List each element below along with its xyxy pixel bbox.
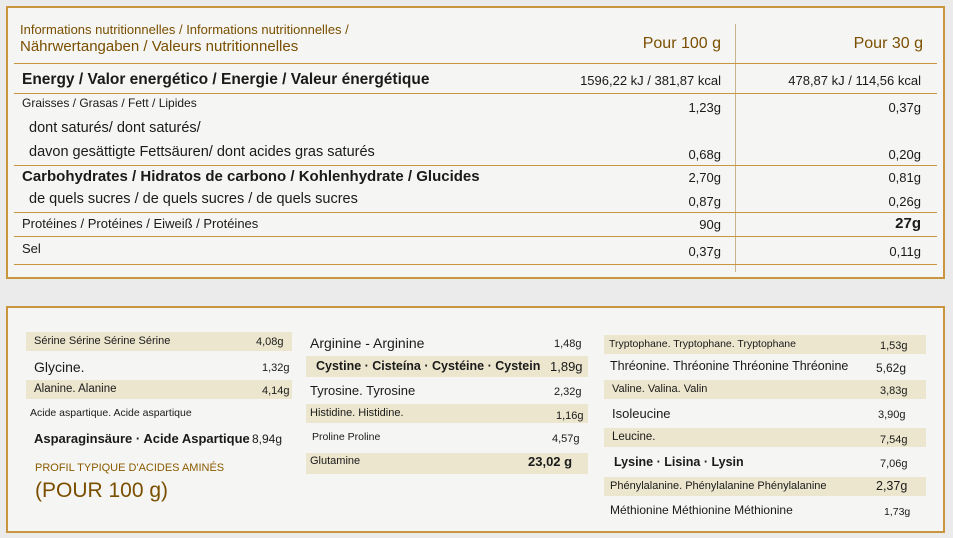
sugars-30g: 0,26g bbox=[888, 194, 921, 209]
amino-name: Glutamine bbox=[310, 455, 361, 467]
nutrition-table bbox=[6, 6, 945, 279]
carbohydrates-label: Carbohydrates / Hidratos de carbono / Kohlenhydrate / Glucides bbox=[22, 168, 480, 185]
amino-value: 7,54g bbox=[880, 434, 908, 446]
amino-value: 3,83g bbox=[880, 385, 908, 397]
saturated-label-line2: davon gesättigte Fettsäuren/ dont acides gras saturés bbox=[29, 144, 375, 160]
amino-value: 1,16g bbox=[556, 410, 584, 422]
row-divider bbox=[14, 236, 937, 237]
row-divider bbox=[14, 212, 937, 213]
amino-value: 2,32g bbox=[554, 386, 582, 398]
saturated-30g: 0,20g bbox=[888, 147, 921, 162]
amino-value: 1,89g bbox=[550, 359, 583, 374]
amino-name: Lysine · Lisina · Lysin bbox=[614, 455, 744, 469]
sugars-100g: 0,87g bbox=[688, 194, 721, 209]
saturated-100g: 0,68g bbox=[688, 147, 721, 162]
amino-name: Histidine. Histidine. bbox=[310, 407, 404, 419]
energy-label: Energy / Valor energético / Energie / Valeur énergétique bbox=[22, 71, 430, 88]
row-divider bbox=[14, 93, 937, 94]
amino-name: Tyrosine. Tyrosine bbox=[310, 383, 416, 398]
row-divider bbox=[14, 264, 937, 265]
amino-value: 1,73g bbox=[884, 506, 911, 518]
column-header-30g: Pour 30 g bbox=[853, 35, 923, 52]
carbohydrates-100g: 2,70g bbox=[688, 170, 721, 185]
sugars-label: de quels sucres / de quels sucres / de quels sucres bbox=[29, 191, 358, 207]
amino-name: Glycine. bbox=[34, 359, 85, 375]
amino-name: Alanine. Alanine bbox=[34, 383, 117, 395]
column-divider bbox=[735, 24, 736, 272]
amino-name: Sérine Sérine Sérine Sérine bbox=[34, 335, 171, 347]
row-divider bbox=[14, 165, 937, 166]
protein-30g: 27g bbox=[895, 215, 921, 232]
amino-acid-profile bbox=[6, 306, 945, 533]
amino-value: 1,53g bbox=[880, 340, 908, 352]
amino-value: 8,94g bbox=[252, 432, 283, 446]
amino-name: Arginine - Arginine bbox=[310, 335, 425, 351]
amino-value: 1,48g bbox=[554, 338, 582, 350]
row-divider bbox=[14, 63, 937, 64]
amino-value: 2,37g bbox=[876, 479, 908, 493]
amino-name: Cystine · Cisteína · Cystéine · Cystein bbox=[316, 359, 541, 373]
amino-value: 23,02 g bbox=[528, 454, 573, 469]
amino-value: 5,62g bbox=[876, 361, 907, 375]
saturated-label-line1: dont saturés/ dont saturés/ bbox=[29, 120, 201, 136]
amino-name: Acide aspartique. Acide aspartique bbox=[30, 407, 192, 419]
salt-label: Sel bbox=[22, 241, 41, 256]
amino-name: Valine. Valina. Valin bbox=[612, 383, 708, 395]
protein-100g: 90g bbox=[699, 217, 721, 232]
amino-value: 3,90g bbox=[878, 409, 906, 421]
amino-name: Isoleucine bbox=[612, 406, 671, 421]
amino-value: 4,08g bbox=[256, 336, 284, 348]
amino-name: Méthionine Méthionine Méthionine bbox=[610, 503, 793, 517]
amino-name: Leucine. bbox=[612, 431, 656, 443]
amino-name: Thréonine. Thréonine Thréonine Thréonine bbox=[610, 359, 849, 373]
amino-name: Phénylalanine. Phénylalanine Phénylalanine bbox=[610, 480, 827, 492]
amino-name: Tryptophane. Tryptophane. Tryptophane bbox=[609, 338, 796, 350]
fat-label: Graisses / Grasas / Fett / Lipides bbox=[22, 96, 197, 110]
protein-label: Protéines / Protéines / Eiweiß / Protéines bbox=[22, 216, 259, 231]
fat-30g: 0,37g bbox=[888, 100, 921, 115]
energy-30g: 478,87 kJ / 114,56 kcal bbox=[788, 73, 921, 88]
profile-subtitle: (POUR 100 g) bbox=[35, 479, 169, 502]
amino-value: 1,32g bbox=[262, 362, 290, 374]
salt-30g: 0,11g bbox=[889, 244, 921, 259]
amino-value: 4,14g bbox=[262, 385, 290, 397]
amino-name: Asparaginsäure · Acide Aspartique bbox=[34, 431, 250, 446]
nutrition-header-line2: Nährwertangaben / Valeurs nutritionnelles bbox=[20, 38, 299, 55]
carbohydrates-30g: 0,81g bbox=[888, 170, 921, 185]
fat-100g: 1,23g bbox=[688, 100, 721, 115]
amino-value: 4,57g bbox=[552, 433, 580, 445]
nutrition-header-line1: Informations nutritionnelles / Informations nutritionnelles / bbox=[20, 22, 349, 37]
amino-value: 7,06g bbox=[880, 458, 908, 470]
column-header-100g: Pour 100 g bbox=[642, 35, 721, 52]
profile-title: PROFIL TYPIQUE D'ACIDES AMINÉS bbox=[35, 462, 225, 474]
salt-100g: 0,37g bbox=[688, 244, 721, 259]
amino-name: Proline Proline bbox=[312, 431, 381, 443]
energy-100g: 1596,22 kJ / 381,87 kcal bbox=[580, 73, 721, 88]
